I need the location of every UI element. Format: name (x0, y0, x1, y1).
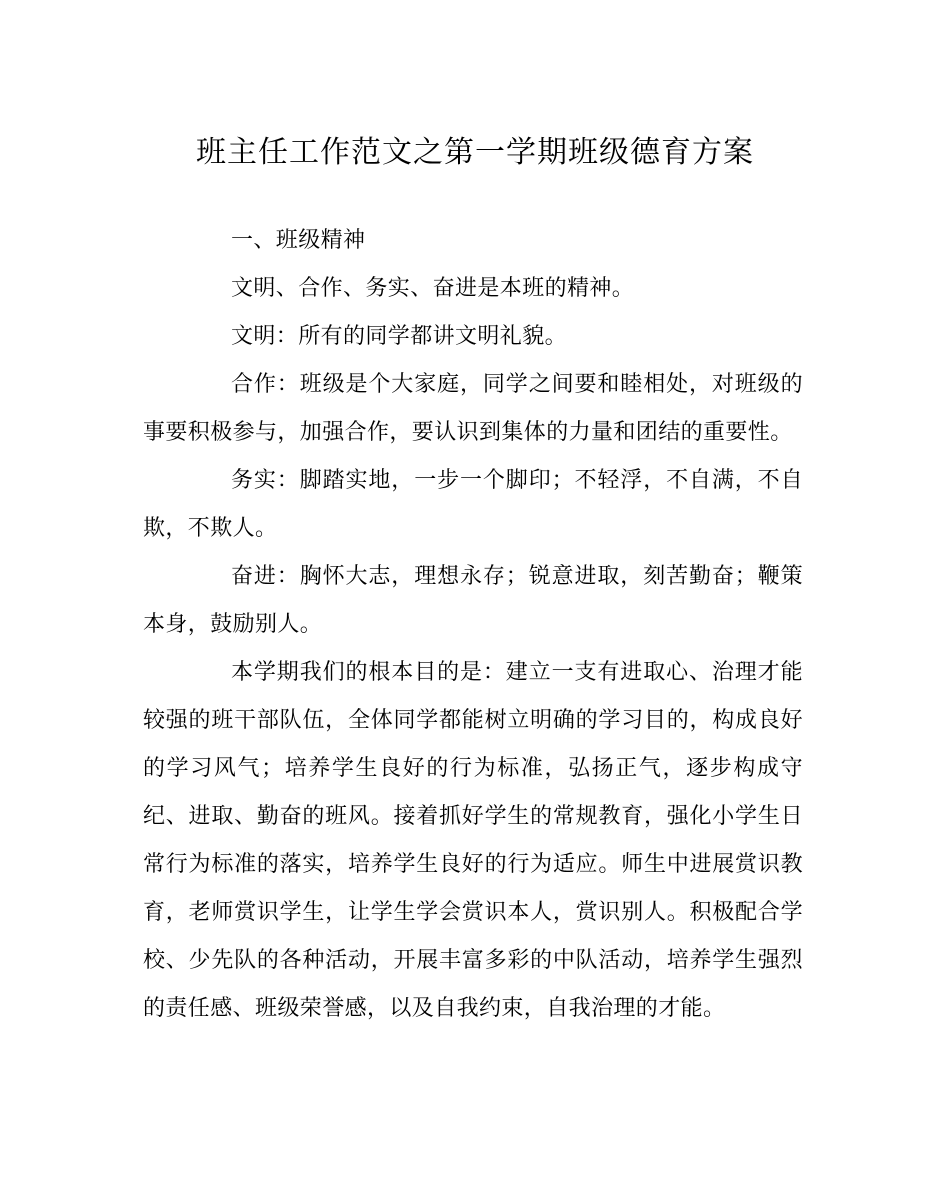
paragraph-cooperation: 合作：班级是个大家庭，同学之间要和睦相处，对班级的事要积极参与，加强合作，要认识到集体的力量和团结的重要性。 (143, 372, 803, 445)
paragraph-pragmatism: 务实：脚踏实地，一步一个脚印；不轻浮，不自满，不自欺，不欺人。 (143, 468, 803, 541)
paragraph-striving: 奋进：胸怀大志，理想永存；锐意进取，刻苦勤奋；鞭策本身，鼓励别人。 (143, 564, 803, 637)
paragraph-semester-goals: 本学期我们的根本目的是：建立一支有进取心、治理才能较强的班干部队伍，全体同学都能树立明确的学习目的，构成良好的学习风气；培养学生良好的行为标准，弘扬正气，逐步构成守纪、进取、勤奋的班风。接着抓好学生的常规教育，强化小学生日常行为标准的落实，培养学生良好的行为适应。师生中进展赏识教育，老师赏识学生，让学生学会赏识本人，赏识别人。积极配合学校、少先队的各种活动，开展丰富多彩的中队活动，培养学生强烈的责任感、班级荣誉感，以及自我约束，自我治理的才能。 (143, 660, 803, 1021)
document-title: 班主任工作范文之第一学期班级德育方案 (196, 135, 754, 170)
paragraph-spirit-summary: 文明、合作、务实、奋进是本班的精神。 (231, 276, 635, 301)
document-body (143, 217, 803, 1033)
paragraph-civility: 文明：所有的同学都讲文明礼貌。 (231, 324, 568, 349)
section-heading-class-spirit: 一、班级精神 (231, 228, 366, 253)
